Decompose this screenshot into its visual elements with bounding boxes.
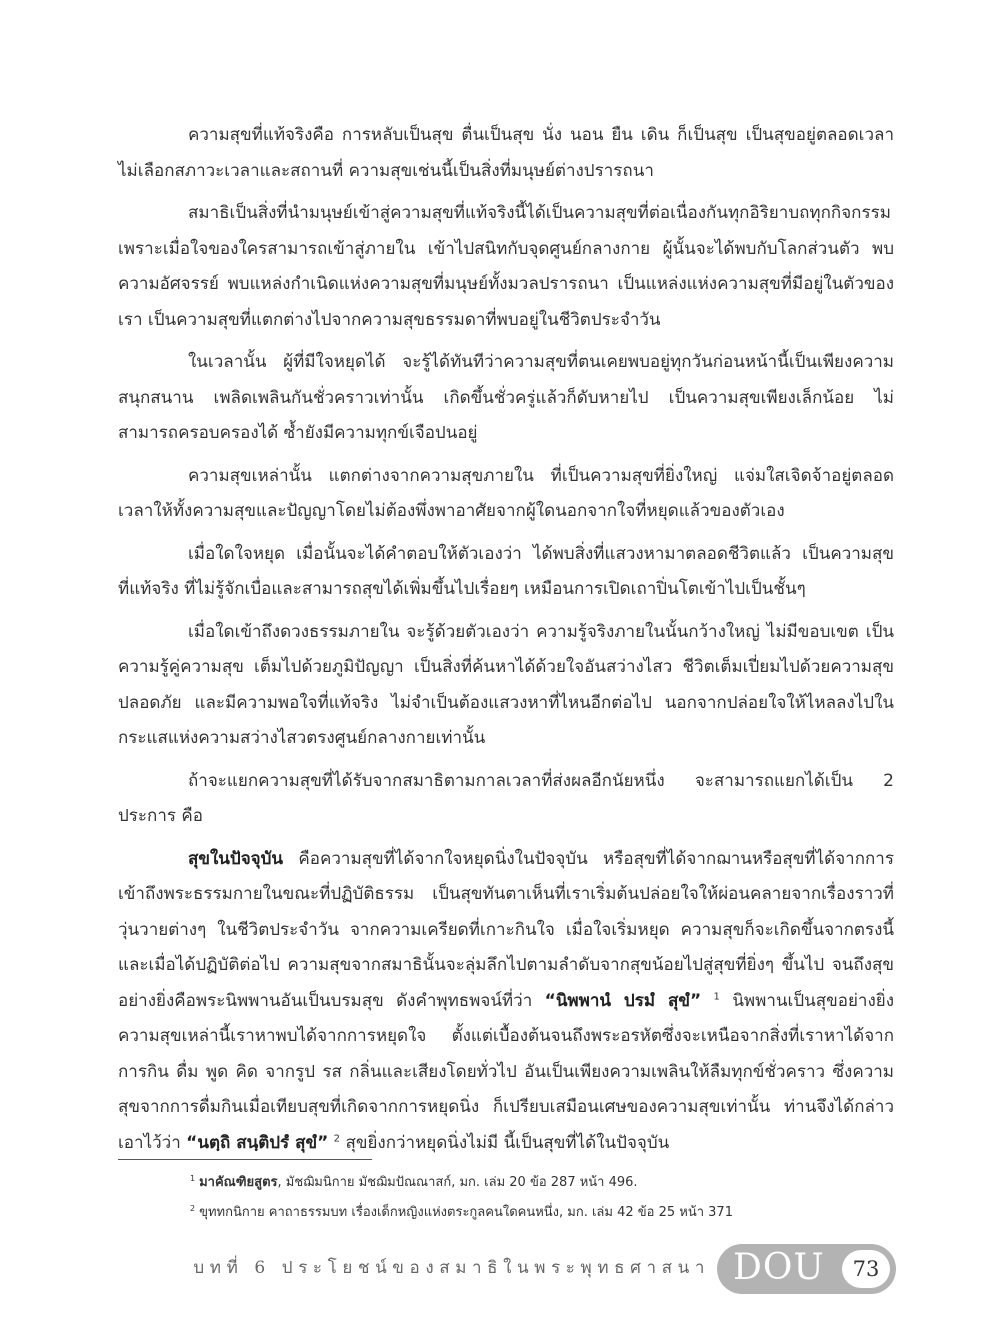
page-footer	[0, 1240, 1000, 1296]
paragraph-8	[118, 842, 894, 1162]
chapter-title: บทที่ 6 ประโยชน์ของสมาธิในพระพุทธศาสนา	[193, 1258, 710, 1278]
footnote-2	[190, 1198, 890, 1228]
footnote-ref-1[interactable]: 1	[713, 990, 720, 1002]
footnote-source-title: มาคัณฑิยสูตร	[199, 1175, 278, 1190]
paragraph-1: ความสุขที่แท้จริงคือ การหลับเป็นสุข ตื่นเป็นสุข นั่ง นอน ยืน เดิน ก็เป็นสุข เป็นสุขอยู่ตลอดเวลา ไม่เลือกสภาวะเวลาและสถานที่ ความสุขเช่นนี้เป็นสิ่งที่มนุษย์ต่างปรารถนา	[118, 125, 894, 181]
pali-quote-1: “นิพพานํ ปรมํ สุขํ”	[544, 990, 702, 1011]
paragraph-8-text-2: นิพพานเป็นสุขอย่างยิ่ง ความสุขเหล่านี้เราหาพบได้จากการหยุดใจ ตั้งแต่เบื้องต้นจนถึงพระอรหัตซึ่งจะเหนือจากสิ่งที่เราหาได้จากการกิน ดื่ม พูด คิด จากรูป รส กลิ่นและเสียงโดยทั่วไป อันเป็นเพียงความเพลินให้ลืมทุกข์ชั่วคราว ซึ่งความสุขจากการดื่มกินเมื่อเทียบสุขที่เกิดจากการหยุดนิ่ง ก็เปรียบเสมือนเศษของความสุขเท่านั้น ท่านจึงได้กล่าวเอาไว้ว่า	[118, 990, 895, 1153]
paragraph-7: ถ้าจะแยกความสุขที่ได้รับจากสมาธิตามกาลเวลาที่ส่งผลอีกนัยหนึ่ง จะสามารถแยกได้เป็น 2 ประการ คือ	[118, 770, 894, 826]
paragraph-6: เมื่อใดเข้าถึงดวงธรรมภายใน จะรู้ด้วยตัวเองว่า ความรู้จริงภายในนั้นกว้างใหญ่ ไม่มีขอบเขต เป็นความรู้คู่ความสุข เต็มไปด้วยภูมิปัญญา เป็นสิ่งที่ค้นหาได้ด้วยใจอันสว่างไสว ชีวิตเต็มเปี่ยมไปด้วยความสุข ปลอดภัย และมีความพอใจที่แท้จริง ไม่จำเป็นต้องแสวงหาที่ไหนอีกต่อไป นอกจากปล่อยใจให้ไหลลงไปในกระแสแห่งความสว่างไสวตรงศูนย์กลางกายเท่านั้น	[118, 621, 894, 748]
footnote-divider	[118, 1159, 372, 1160]
footnote-number: 2	[190, 1203, 196, 1213]
paragraph-heading: สุขในปัจจุบัน	[188, 848, 284, 869]
footnote-text: ขุททกนิกาย คาถาธรรมบท เรื่องเด็กหญิงแห่งตระกูลคนใดคนหนึ่ง, มก. เล่ม 42 ข้อ 25 หน้า 371	[199, 1205, 733, 1220]
paragraph-8-text-1: คือความสุขที่ได้จากใจหยุดนิ่งในปัจจุบัน หรือสุขที่ได้จากฌานหรือสุขที่ได้จากการเข้าถึงพระธรรมกายในขณะที่ปฏิบัติธรรม เป็นสุขทันตาเห็นที่เราเริ่มต้นปล่อยใจให้ผ่อนคลายจากเรื่องราวที่วุ่นวายต่างๆ ในชีวิตประจำวัน จากความเครียดที่เกาะกินใจ เมื่อใจเริ่มหยุด ความสุขก็จะเกิดขึ้นจากตรงนี้ และเมื่อได้ปฏิบัติต่อไป ความสุขจากสมาธินั้นจะลุ่มลึกไปตามลำดับจากสุขน้อยไปสู่สุขที่ยิ่งๆ ขึ้นไป จนถึงสุขอย่างยิ่งคือพระนิพพานอันเป็นบรมสุข ดังคำพุทธพจน์ที่ว่า	[118, 848, 894, 1011]
footnote-number: 1	[190, 1173, 196, 1183]
paragraph-8-text-3: สุขยิ่งกว่าหยุดนิ่งไม่มี นี้เป็นสุขที่ได้ในปัจจุบัน	[340, 1132, 670, 1153]
paragraph-2: สมาธิเป็นสิ่งที่นำมนุษย์เข้าสู่ความสุขที่แท้จริงนี้ได้เป็นความสุขที่ต่อเนื่องกันทุกอิริยาบถทุกกิจกรรม เพราะเมื่อใจของใครสามารถเข้าสู่ภายใน เข้าไปสนิทกับจุดศูนย์กลางกาย ผู้นั้นจะได้พบกับโลกส่วนตัว พบความอัศจรรย์ พบแหล่งกำเนิดแห่งความสุขที่มนุษย์ทั้งมวลปรารถนา เป็นแหล่งแห่งความสุขที่มีอยู่ในตัวของเรา เป็นความสุขที่แตกต่างไปจากความสุขธรรมดาที่พบอยู่ในชีวิตประจำวัน	[118, 203, 894, 330]
body-text	[118, 118, 894, 1168]
dou-logo: DOU	[733, 1247, 825, 1288]
footnote-1	[190, 1168, 890, 1198]
footnote-ref-2[interactable]: 2	[333, 1132, 341, 1144]
pali-quote-2: “นตฺถิ สนฺติปรํ สุขํ”	[186, 1132, 329, 1153]
paragraph-4: ความสุขเหล่านั้น แตกต่างจากความสุขภายใน ที่เป็นความสุขที่ยิ่งใหญ่ แจ่มใสเจิดจ้าอยู่ตลอดเวลาให้ทั้งความสุขและปัญญาโดยไม่ต้องพึ่งพาอาศัยจากผู้ใดนอกจากใจที่หยุดแล้วของตัวเอง	[118, 465, 894, 521]
paragraph-5: เมื่อใดใจหยุด เมื่อนั้นจะได้คำตอบให้ตัวเองว่า ได้พบสิ่งที่แสวงหามาตลอดชีวิตแล้ว เป็นความสุขที่แท้จริง ที่ไม่รู้จักเบื่อและสามารถสุขได้เพิ่มขึ้นไปเรื่อยๆ เหมือนการเปิดเถาปิ่นโตเข้าไปเป็นชั้นๆ	[118, 543, 894, 599]
paragraph-3: ในเวลานั้น ผู้ที่มีใจหยุดได้ จะรู้ได้ทันทีว่าความสุขที่ตนเคยพบอยู่ทุกวันก่อนหน้านี้เป็นเพียงความสนุกสนาน เพลิดเพลินกันชั่วคราวเท่านั้น เกิดขึ้นชั่วครู่แล้วก็ดับหายไป เป็นความสุขเพียงเล็กน้อย ไม่สามารถครอบครองได้ ซ้ำยังมีความทุกข์เจือปนอยู่	[118, 352, 894, 443]
dou-badge	[717, 1244, 896, 1294]
footnote-text: , มัชฌิมนิกาย มัชฌิมปัณณาสก์, มก. เล่ม 20 ข้อ 287 หน้า 496.	[277, 1175, 638, 1190]
page-number: 73	[842, 1250, 890, 1288]
footnotes	[190, 1168, 890, 1228]
